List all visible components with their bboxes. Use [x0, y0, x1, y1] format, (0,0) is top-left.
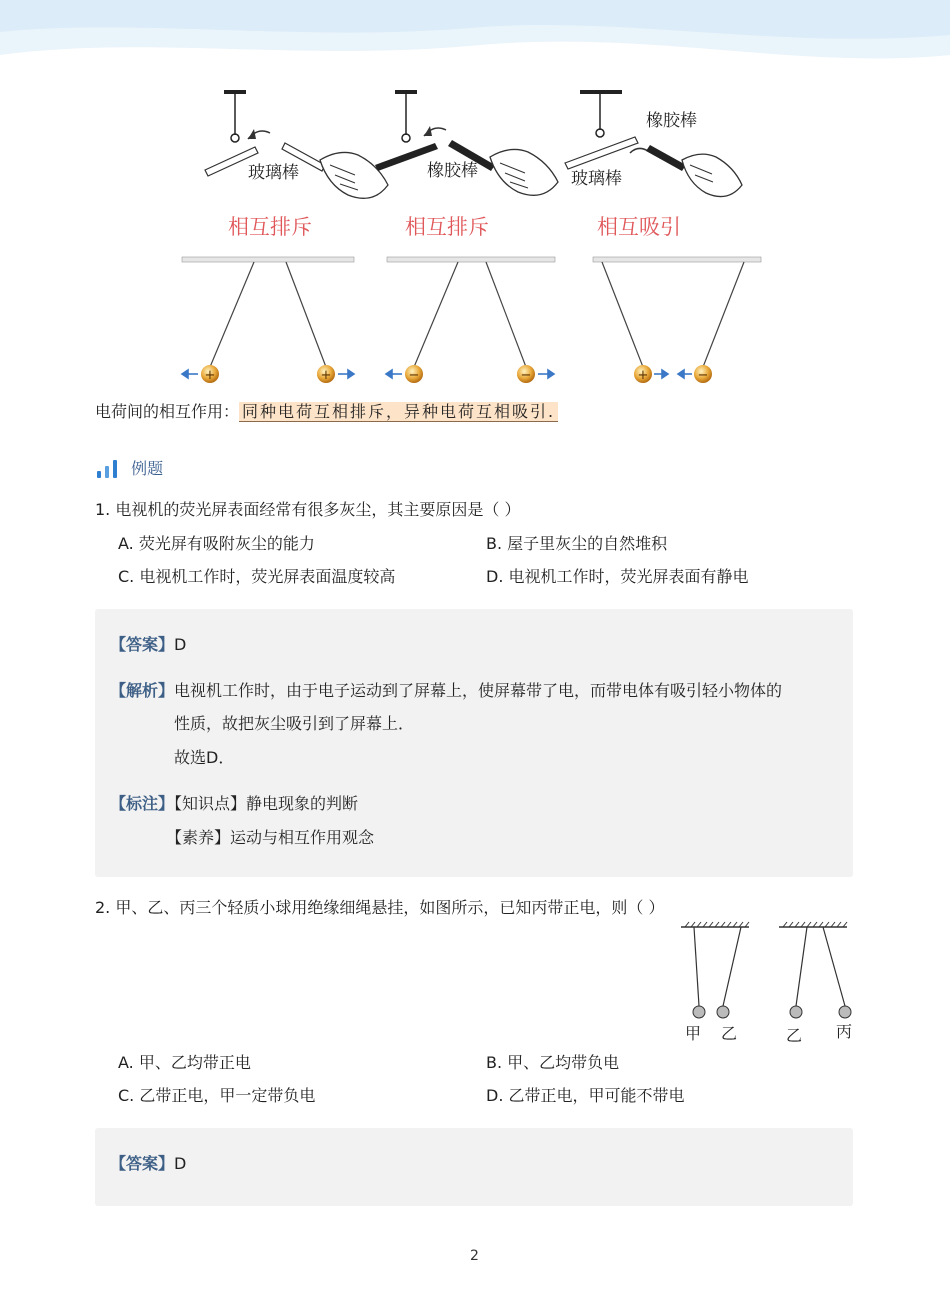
q2-option-b[interactable]: B. 甲、乙均带负电 — [486, 1053, 620, 1072]
q1-analysis-line1: 电视机工作时，由于电子运动到了屏幕上，使屏幕带了电，而带电体有吸引轻小物体的 — [174, 681, 783, 700]
svg-text:+: + — [320, 368, 332, 383]
ball-negative-1 — [405, 365, 423, 383]
interaction-label-2: 相互排斥 — [405, 215, 489, 239]
q1-answer-tag: 【答案】 — [110, 635, 175, 654]
q2-option-d[interactable]: D. 乙带正电，甲可能不带电 — [486, 1086, 685, 1105]
q2-label-bing: 丙 — [836, 1022, 853, 1041]
rod-label-rubber-2: 橡胶棒 — [427, 161, 478, 181]
q2-label-yi-left: 乙 — [721, 1024, 738, 1043]
q1-answer — [110, 635, 186, 655]
ball-positive-2 — [317, 365, 335, 383]
q1-note-line1: 【知识点】静电现象的判断 — [174, 794, 359, 813]
rod-label-rubber-3: 橡胶棒 — [646, 111, 697, 131]
q1-option-c[interactable]: C. 电视机工作时，荧光屏表面温度较高 — [118, 567, 396, 586]
rod-label-glass-3: 玻璃棒 — [571, 169, 622, 189]
q2-label-yi-right: 乙 — [786, 1026, 803, 1045]
q2-label-jia: 甲 — [685, 1024, 702, 1043]
q1-analysis-tag: 【解析】 — [110, 681, 175, 700]
q1-analysis-line3: 故选D． — [174, 748, 235, 767]
svg-text:−: − — [697, 368, 709, 383]
q2-answer-tag: 【答案】 — [110, 1154, 175, 1173]
q1-stem: 1. 电视机的荧光屏表面经常有很多灰尘，其主要原因是（ ） — [95, 500, 521, 519]
q1-option-b[interactable]: B. 屋子里灰尘的自然堆积 — [486, 534, 668, 553]
q1-analysis — [110, 681, 782, 701]
charge-rule — [95, 402, 558, 422]
ball-positive-1 — [201, 365, 219, 383]
interaction-label-1: 相互排斥 — [228, 215, 312, 239]
q1-option-a[interactable]: A. 荧光屏有吸附灰尘的能力 — [118, 534, 315, 553]
svg-text:−: − — [408, 368, 420, 383]
ball-negative-2 — [517, 365, 535, 383]
q2-option-a[interactable]: A. 甲、乙均带正电 — [118, 1053, 251, 1072]
svg-text:+: + — [204, 368, 216, 383]
q1-answer-value: D — [174, 635, 187, 654]
q1-note-tag: 【标注】 — [110, 794, 175, 813]
page-number: 2 — [470, 1248, 479, 1264]
section-title: 例题 — [131, 459, 164, 478]
ball-positive-3 — [634, 365, 652, 383]
q1-note — [110, 794, 358, 814]
q2-answer — [110, 1154, 186, 1174]
q2-option-c[interactable]: C. 乙带正电，甲一定带负电 — [118, 1086, 316, 1105]
bar-chart-icon — [96, 459, 120, 479]
svg-text:−: − — [520, 368, 532, 383]
q1-analysis-line2: 性质，故把灰尘吸引到了屏幕上． — [174, 714, 415, 733]
header-wave-decoration — [0, 0, 950, 80]
q1-note-line2: 【素养】运动与相互作用观念 — [166, 828, 375, 847]
svg-text:+: + — [637, 368, 649, 383]
charge-rule-highlight: 同种电荷互相排斥，异种电荷互相吸引. — [239, 402, 558, 422]
q2-pendulum-figure — [675, 918, 855, 1030]
rod-label-glass-1: 玻璃棒 — [248, 163, 299, 183]
example-section-header — [96, 455, 164, 479]
interaction-label-3: 相互吸引 — [597, 215, 681, 239]
q2-answer-box — [95, 1128, 853, 1206]
q2-answer-value: D — [174, 1154, 187, 1173]
charge-rule-prefix: 电荷间的相互作用： — [95, 402, 240, 421]
q1-option-d[interactable]: D. 电视机工作时，荧光屏表面有静电 — [486, 567, 749, 586]
q2-stem: 2. 甲、乙、丙三个轻质小球用绝缘细绳悬挂，如图所示，已知丙带正电，则（ ） — [95, 898, 665, 917]
ball-negative-3 — [694, 365, 712, 383]
